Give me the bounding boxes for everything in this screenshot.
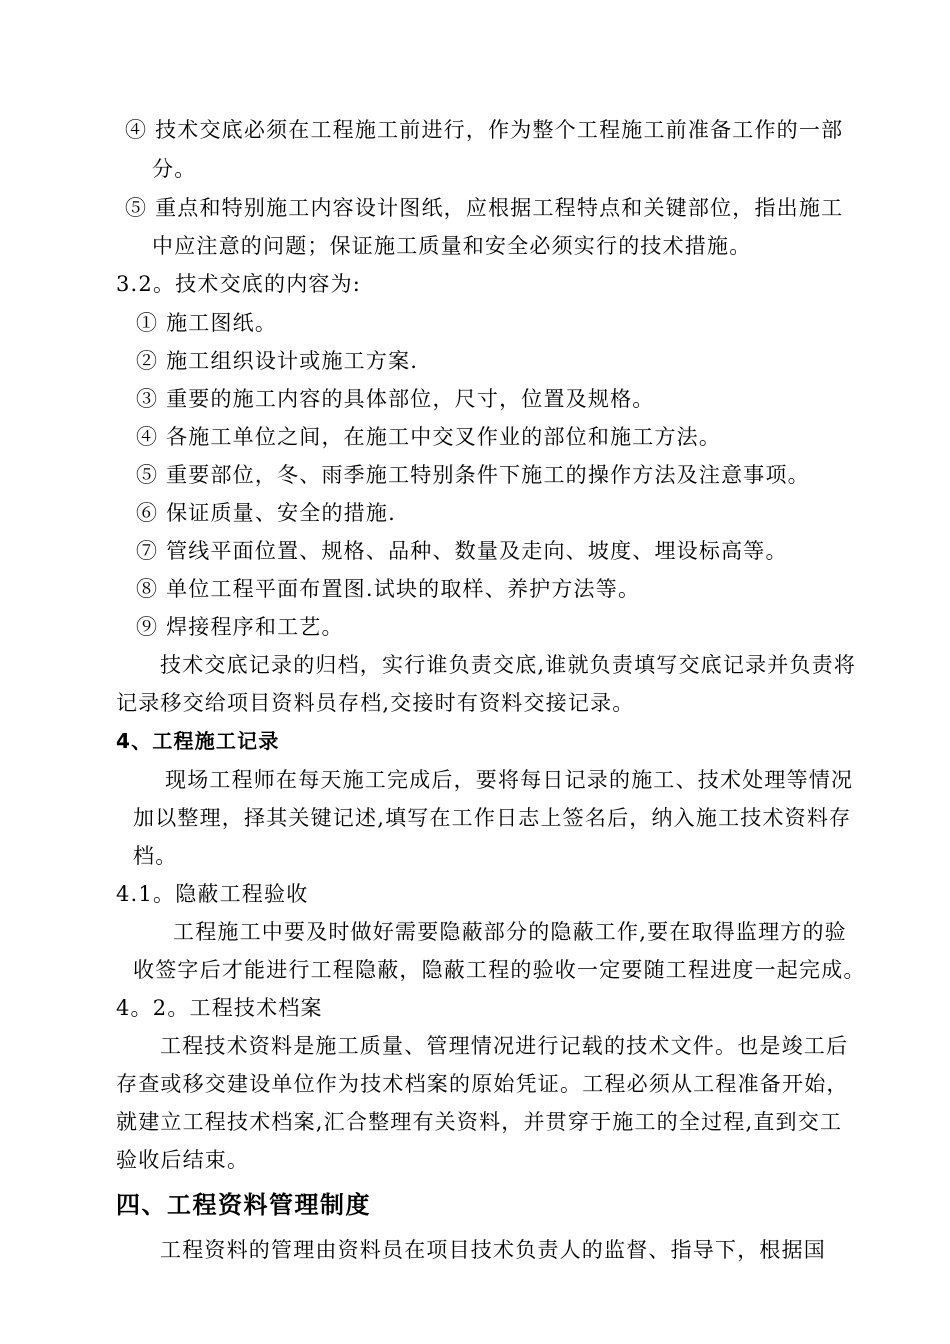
chapter-heading-4: 四、工程资料管理制度 <box>116 1191 371 1219</box>
paragraph-records-management: 工程资料的管理由资料员在项目技术负责人的监督、指导下，根据国 <box>160 1238 826 1262</box>
list-item-4: ④ 技术交底必须在工程施工前进行，作为整个工程施工前准备工作的一部 <box>125 118 844 142</box>
paragraph-construction-log-continued: 加以整理，择其关键记述,填写在工作日志上签名后，纳入施工技术资料存 <box>133 806 852 830</box>
content-item-6: ⑥ 保证质量、安全的措施. <box>136 501 396 525</box>
paragraph-concealed-works-continued: 收签字后才能进行工程隐蔽，隐蔽工程的验收一定要随工程进度一起完成。 <box>133 958 866 982</box>
content-item-1: ① 施工图纸。 <box>136 311 278 335</box>
section-heading-4-2: 4。2。工程技术档案 <box>116 996 323 1020</box>
paragraph-archiving-continued: 记录移交给项目资料员存档,交接时有资料交接记录。 <box>116 691 635 715</box>
list-item-5: ⑤ 重点和特别施工内容设计图纸，应根据工程特点和关键部位，指出施工 <box>125 196 844 220</box>
paragraph-technical-archive-line3: 就建立工程技术档案,汇合整理有关资料，并贯穿于施工的全过程,直到交工 <box>116 1110 843 1134</box>
section-heading-4-1: 4.1。隐蔽工程验收 <box>116 882 309 906</box>
content-item-8: ⑧ 单位工程平面布置图.试块的取样、养护方法等。 <box>136 577 641 601</box>
paragraph-archiving: 技术交底记录的归档，实行谁负责交底,谁就负责填写交底记录并负责将 <box>160 653 857 677</box>
section-heading-3-2: 3.2。技术交底的内容为: <box>116 272 362 296</box>
list-item-5-continued: 中应注意的问题；保证施工质量和安全必须实行的技术措施。 <box>152 234 752 258</box>
content-item-5: ⑤ 重要部位，冬、雨季施工特别条件下施工的操作方法及注意事项。 <box>136 463 810 487</box>
paragraph-technical-archive: 工程技术资料是施工质量、管理情况进行记载的技术文件。也是竣工后 <box>160 1034 849 1058</box>
section-heading-4: 4、工程施工记录 <box>116 729 280 753</box>
paragraph-technical-archive-line4: 验收后结束。 <box>116 1148 250 1172</box>
content-item-3: ③ 重要的施工内容的具体部位，尺寸，位置及规格。 <box>136 387 655 411</box>
paragraph-technical-archive-line2: 存查或移交建设单位作为技术档案的原始凭证。工程必须从工程准备开始， <box>116 1072 849 1096</box>
content-item-7: ⑦ 管线平面位置、规格、品种、数量及走向、坡度、埋设标高等。 <box>136 539 788 563</box>
list-item-4-continued: 分。 <box>152 157 197 181</box>
content-item-9: ⑨ 焊接程序和工艺。 <box>136 615 344 639</box>
paragraph-construction-log: 现场工程师在每天施工完成后，要将每日记录的施工、技术处理等情况 <box>165 768 854 792</box>
content-item-4: ④ 各施工单位之间，在施工中交叉作业的部位和施工方法。 <box>136 425 722 449</box>
paragraph-concealed-works: 工程施工中要及时做好需要隐蔽部分的隐蔽工作,要在取得监理方的验 <box>173 920 847 944</box>
paragraph-construction-log-end: 档。 <box>133 844 178 868</box>
content-item-2: ② 施工组织设计或施工方案. <box>136 349 419 373</box>
